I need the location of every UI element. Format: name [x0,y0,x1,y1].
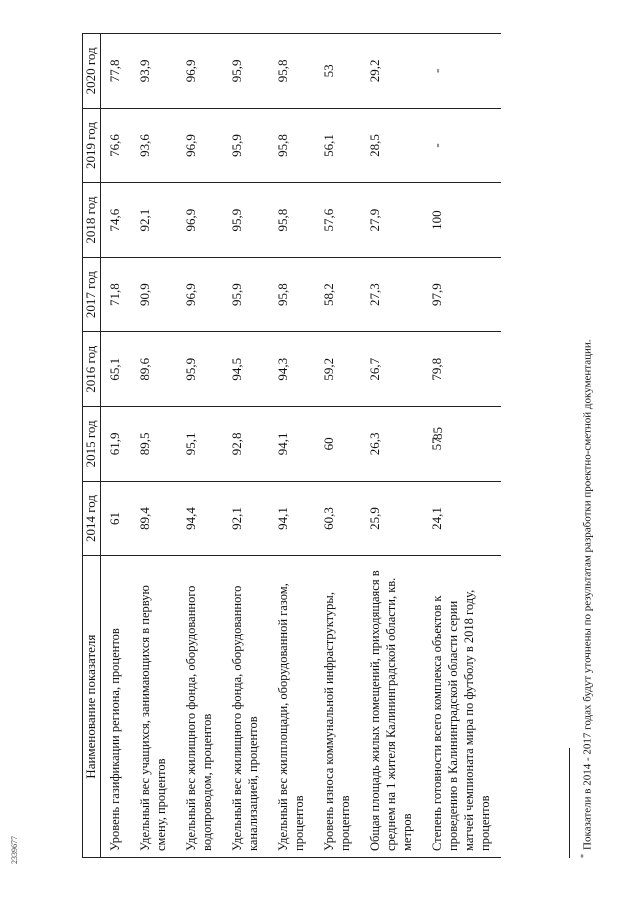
table-cell: 60 [315,407,361,482]
table-cell: 92,1 [223,481,269,556]
header-year: 2017 год [83,257,101,332]
document-id: 2339677 [10,836,19,864]
table-cell: 25,9 [361,481,423,556]
table-cell: 27,3 [361,257,423,332]
table-cell: 26,7 [361,332,423,407]
footnote-text: Показатели в 2014 - 2017 годах будут уточнены по результатам разработки проектно-сметной документации. [581,339,594,850]
row-label: Удельный вес учащихся, занимающихся в первую смену, процентов [131,556,177,858]
row-label: Удельный вес жилплощади, оборудованной газом, процентов [269,556,315,858]
table-row [177,34,223,858]
table-cell: 61,9 [100,407,131,482]
row-label: Уровень износа коммунальной инфраструктуры, процентов [315,556,361,858]
table-cell: 53 [315,34,361,109]
table-cell: 74,6 [100,183,131,258]
table-cell: 93,6 [131,108,177,183]
table-cell: 96,9 [177,108,223,183]
table-cell: 95,9 [223,183,269,258]
table-cell: 94,1 [269,481,315,556]
table-cell: 100 [423,183,501,258]
table-cell: 76,6 [100,108,131,183]
table-cell: 92,8 [223,407,269,482]
table-cell: 96,9 [177,257,223,332]
row-label: Удельный вес жилищного фонда, оборудованного водопроводом, процентов [177,556,223,858]
header-year: 2020 год [83,34,101,109]
table-cell: 60,3 [315,481,361,556]
table-cell: 28,5 [361,108,423,183]
table-row [100,34,131,858]
table-cell: 94,5 [223,332,269,407]
table-row [315,34,361,858]
table-cell: 65,1 [100,332,131,407]
table-cell: 95,1 [177,407,223,482]
table-cell: 95,8 [269,34,315,109]
table-header-row [83,34,101,858]
table-cell: 95,9 [177,332,223,407]
table-cell: 59,2 [315,332,361,407]
table-cell: 89,5 [131,407,177,482]
table-cell: 27,9 [361,183,423,258]
table-cell: 94,4 [177,481,223,556]
footnote-mark: * [579,854,588,858]
rotated-page [82,33,640,858]
table-cell: 94,1 [269,407,315,482]
table-row [361,34,423,858]
table-cell: 94,3 [269,332,315,407]
table-cell: 56,1 [315,108,361,183]
header-year: 2014 год [83,481,101,556]
table-row [423,34,501,858]
row-label: Общая площадь жилых помещений, приходящаяся в среднем на 1 жителя Калининградской области, кв. метров [361,556,423,858]
header-year: 2016 год [83,332,101,407]
table-cell: 77,8 [100,34,131,109]
table-cell: - [423,34,501,109]
table-cell: 96,9 [177,183,223,258]
table-cell: 95,8 [269,257,315,332]
table-cell: 95,8 [269,183,315,258]
header-year: 2018 год [83,183,101,258]
table-cell: 29,2 [361,34,423,109]
table-row [223,34,269,858]
header-indicator-name: Наименование показателя [83,556,101,858]
footnote-divider [569,748,570,858]
row-label: Удельный вес жилищного фонда, оборудованного канализацией, процентов [223,556,269,858]
table-cell: 89,6 [131,332,177,407]
row-label: Уровень газификации региона, процентов [100,556,131,858]
table-cell: 96,9 [177,34,223,109]
table-cell: - [423,108,501,183]
table-cell: 92,1 [131,183,177,258]
table-cell: 26,3 [361,407,423,482]
table-row [131,34,177,858]
table-cell: 93,9 [131,34,177,109]
table-cell: 24,1 [423,481,501,556]
table-cell: 95,9 [223,34,269,109]
table-cell: 71,8 [100,257,131,332]
table-cell: 95,8 [269,108,315,183]
page-number: 85 [430,427,445,440]
indicators-table [82,33,501,858]
header-year: 2015 год [83,407,101,482]
table-row [269,34,315,858]
row-label: Степень готовности всего комплекса объектов к проведению в Калининградской области серии матчей чемпионата мира по футболу в 2018 году, процентов [423,556,501,858]
footnote [579,339,594,858]
table-cell: 57 [423,407,501,482]
table-cell: 61 [100,481,131,556]
table-cell: 95,9 [223,108,269,183]
table-cell: 95,9 [223,257,269,332]
header-year: 2019 год [83,108,101,183]
table-cell: 97,9 [423,257,501,332]
table-cell: 57,6 [315,183,361,258]
table-cell: 79,8 [423,332,501,407]
table-cell: 58,2 [315,257,361,332]
table-cell: 90,9 [131,257,177,332]
table-cell: 89,4 [131,481,177,556]
